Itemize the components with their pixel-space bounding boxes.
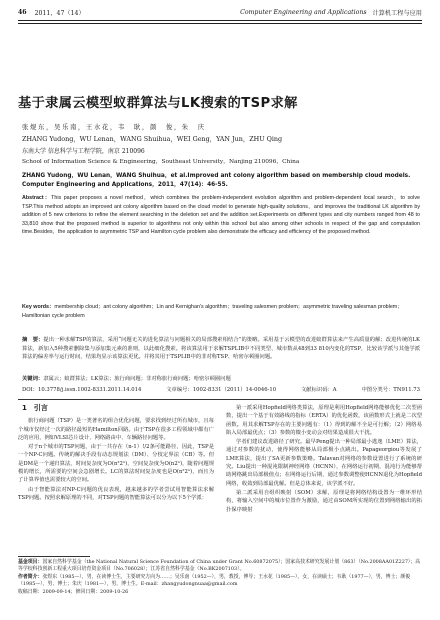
- section-divider: [18, 399, 422, 400]
- bio-label: 作者简介：: [18, 573, 43, 580]
- abstract-en: [22, 194, 420, 237]
- footnotes: [18, 559, 422, 596]
- abstract-en-text: This paper proposes a novel method，which combines the problem-independent evolution algorithm and problem-dependent local search，to solve TSP.This method adopts an improved ant colony algorithm based on the cloud model to generate high-quality solutions，and improves the traditional LK algorithm by addition of 5 new criterions to refine the element searching in the deletion set and the addition set.Experiments on different types and city numbers ranged from 48 to 33,810 show that the proposed method is superior to algorithms not only within this school but also among other schools in respect of the gap and computation time.Besides，the application to asymmetric TSP and Hamilton cycle problem also demonstrate the efficacy and efficiency of the proposed method.: [22, 195, 420, 236]
- keywords-cn-label: 关键词：: [22, 376, 44, 382]
- body-paragraph: 对于n个城市的TSP问题，由于一共存在（n-1）!/2条可能路径，因此，TSP是一个NP-C问题。传统的解决手段有动态规划法（DM）、分枝定界法（CB）等。但是DM是一个递归算法，时间复杂度为O(n²2ⁿ)，空间复杂度为O(n2ⁿ)，随着问题规模的增长，所需要的空间会急剧增长。LC的算法时间复杂度也是O(n²2ⁿ)，而且为了计算界值也需要较大的空间。: [18, 444, 214, 484]
- fund-note: [18, 559, 422, 574]
- keywords-en-label: Key words：: [22, 304, 55, 310]
- affiliation-cn: 东南大学 信息科学与工程学院，南京 210096: [22, 148, 145, 155]
- bio-text: 张煜东（1985—），男，在读博士生，主要研究方向为……；吴乐南（1952—），男，教授，博导；王水花（1985—），女，在读硕士；韦耿（1977—），男，博士；颜俊（1985—），男，博士；朱庆（1981—），男，博士生。E-mail：zhangyudongnuaa@gmail.com: [18, 573, 411, 588]
- body-paragraph: 旅行商问题（TSP）是一类著名的组合优化问题，要求找到经过所有城市，且每个城市仅经过一次的路径最短的Hamilton回路。由于TSP在很多工程领域中都有广泛的应用，例如VLSI芯片设计、网络路由中、车辆路径问题等。: [18, 418, 214, 441]
- bio-note: [18, 574, 422, 589]
- keywords-cn-text: 隶属云；蚁群算法；LK算法；旅行商问题；非对称旅行商问题；哈密尔顿圈问题: [43, 376, 231, 382]
- abstract-cn: [22, 336, 420, 362]
- paper-title: 基于隶属云模型蚁群算法与LK搜索的TSP求解: [18, 96, 298, 111]
- section-heading: 1 引言: [22, 404, 48, 412]
- body-paragraph: 学者们建议改进路径了研究。最早Peng提出一种局部最小逃逸（LME）算法，通过对参数的扰动，使得网络能够从局部极小点跳出。Papageorgiou等发展了LME算法，提出了SA更新参数策略。Talavan对网络的参数设置进行了系统的研究。Liu提出一种混沌限制神经网络（HCNN），在网络运行初期，混沌行为能够帮助网络跳出局部极值点；在网络运行后期，通过参数调整使HCNN退化为Hopfield网络，收敛到局部最优解。但是总体来说，该学派不好。: [226, 439, 422, 487]
- document-code: 文献标识码：A: [301, 387, 337, 393]
- body-paragraph: 第一派采用Hopfield网络类算法，原理是利用Hopfield网络能够优化二次型函数，提出一个基于有效路线的指标（ERTA）的优化函数，该函数形式上就是二次型函数。用其求解TSP存在的主要问题有：（1）得到的解不全是可行解；（2）网络易陷入局部最优点；（3）参数的微小变动会对结果造成很大干扰。: [226, 405, 422, 436]
- journal-name-cn: 计算机工程与应用: [372, 9, 422, 17]
- fund-text: 国家自然科学基金（the National Natural Science Foundation of China under Grant No.60872075）；国家高技术研究发展计划（863）（No.2008AA01Z227）；高等学校科技创新工程重大项目培育资金项目（No.706028）；江苏省自然科学基金（No.BK2007103）。: [18, 559, 421, 573]
- journal-name-en: Computer Engineering and Applications: [240, 8, 367, 16]
- running-header: [18, 6, 422, 18]
- keywords-en-text: membership cloud；ant colony algorithm；Lin and Kernighan's algorithm；traveling salesmen problem；asymmetric traveling salesman problem；Hamiltonian cycle problem: [22, 304, 403, 319]
- keywords-en: [22, 303, 420, 320]
- page-number: 46: [18, 8, 27, 16]
- authors-en: ZHANG Yudong，WU Lenan，WANG Shuihua，WEI Geng，YAN Jun，ZHU Qing: [22, 135, 283, 143]
- header-rule-thin: [18, 23, 422, 24]
- body-paragraph: 第二派采用自组织映射（SOM）求解，原理是将网络结构设置为一维环形结构，将输入空间中的城市位置作为激励，通过由SOM所实现的位置到网络输出的拓扑保序映射: [226, 489, 422, 513]
- keywords-cn: [22, 374, 420, 382]
- affiliation-en: School of Information Science & Engineering，Southeast University，Nanjing 210096，China: [22, 159, 300, 165]
- received-date: 收稿日期：2009-09-14；修回日期：2009-10-26: [18, 588, 129, 595]
- article-number: 文章编号：1002-8331（2011）14-0046-10: [166, 387, 277, 393]
- authors-cn: 张煜东，吴乐南，王水花，韦 耿，颜 俊，朱 庆: [22, 123, 206, 131]
- abstract-en-label: Abstract：: [22, 195, 52, 201]
- fund-label: 基金项目：: [18, 559, 43, 565]
- abstract-cn-label: 摘 要：: [22, 337, 44, 343]
- footnote-rule: [18, 556, 90, 557]
- volume-issue: 2011，47（14）: [34, 9, 85, 17]
- doi: DOI：10.3778/j.issn.1002-8331.2011.14.014: [22, 387, 142, 393]
- body-paragraph: 由于智能算法对NP-C问题的优良表现，越来越多的学者尝试用智能算法求解TSP问题。按照求解原理的不同，对TSP问题的智能算法可以分为以下5个学派：: [18, 486, 214, 501]
- identifier-line: [22, 385, 420, 393]
- body-column-right: [226, 404, 422, 515]
- header-rule-thick: [18, 20, 422, 21]
- abstract-cn-text: 提出一种求解TSP的算法，采用“问题无关的进化算法与问题相关的局部搜索相结合”的策略。采用基于云模型的改进蚁群算法来产生高质量的解；改进传统的LK算法，新加入5种搜索删除集与添加集元素的准则，以此细化搜索。将该算法用于求解TSPLIB中不同类型、城市数从48到33 810内变化的TSP，比较该学派与其他学派算法的偏差率与运行时间，结果均显示该算法更优。并将其用于TSPLIB中的非对称TSP、哈密尔顿圈问题。: [22, 337, 420, 361]
- citation: ZHANG Yudong，WU Lenan，WANG Shuihua，et al.Improved ant colony algorithm based on membership cloud models. Computer Engineering and Applications，2011，47(14)：46-55.: [22, 173, 411, 188]
- body-column-left: [18, 404, 214, 503]
- clc-number: 中图分类号：TN911.73: [361, 387, 420, 393]
